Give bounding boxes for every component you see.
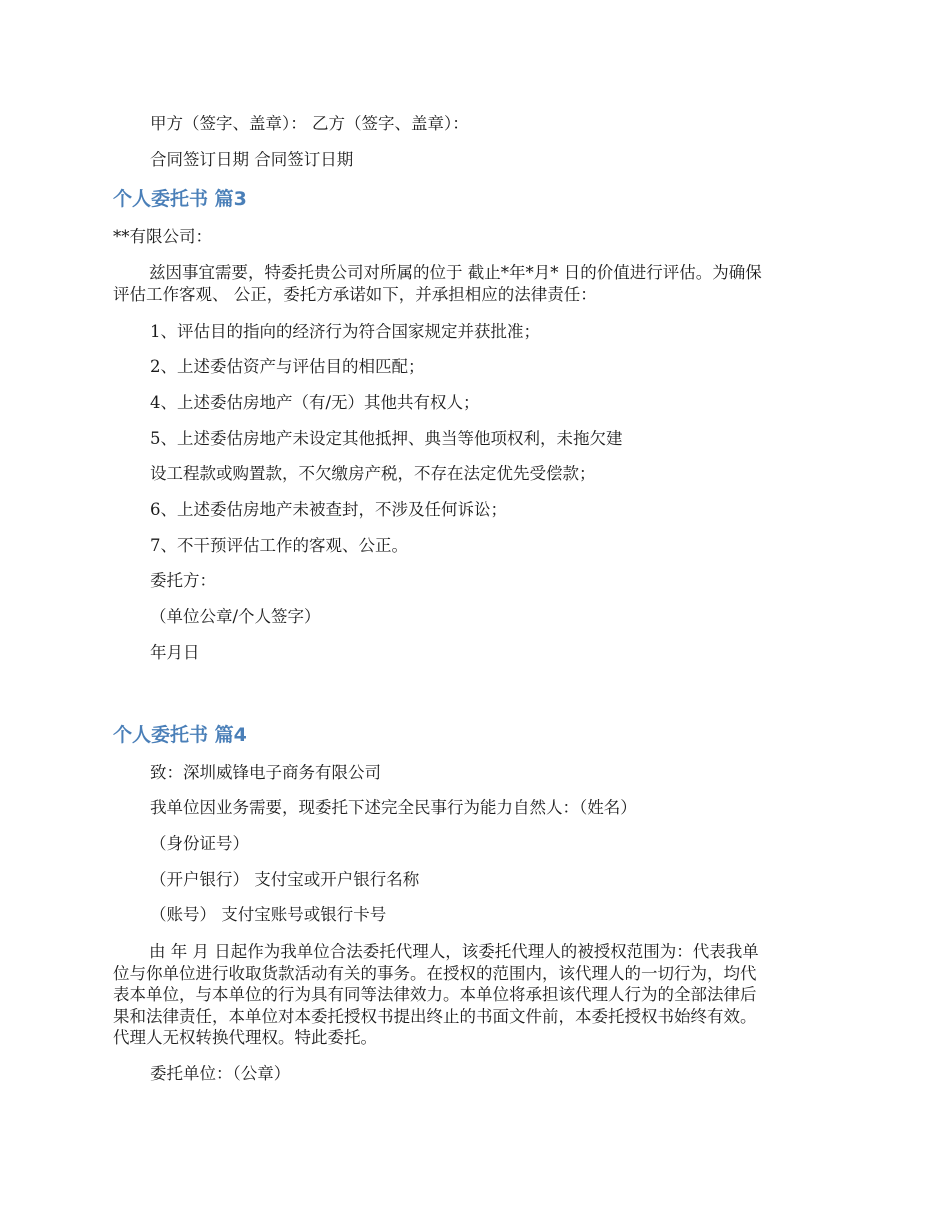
intro-paragraph bbox=[113, 262, 837, 305]
delegation-paragraph: 我单位因业务需要，现委托下述完全民事行为能力自然人：（姓名） bbox=[150, 798, 637, 817]
authorization-paragraph bbox=[113, 941, 837, 1049]
signature-line: 甲方（签字、盖章）： 乙方（签字、盖章）： bbox=[150, 114, 469, 133]
list-item: 2、上述委估资产与评估目的相匹配； bbox=[150, 357, 425, 376]
list-item: 设工程款或购置款，不欠缴房产税，不存在法定优先受偿款； bbox=[150, 464, 596, 483]
to-line: 致：深圳威锋电子商务有限公司 bbox=[150, 763, 381, 782]
list-item: 7、不干预评估工作的客观、公正。 bbox=[150, 536, 408, 555]
list-item: 5、上述委估房地产未设定其他抵押、典当等他项权利，未拖欠建 bbox=[150, 429, 623, 448]
authorization-line: 位与你单位进行收取货款活动有关的事务。在授权的范围内，该代理人的一切行为，均代 bbox=[113, 963, 757, 983]
authorization-line: 表本单位，与本单位的行为具有同等法律效力。本单位将承担该代理人行为的全部法律后 bbox=[113, 985, 757, 1004]
seal-note: （单位公章/个人签字） bbox=[150, 607, 321, 626]
id-number-line: （身份证号） bbox=[150, 834, 249, 853]
list-item: 1、评估目的指向的经济行为符合国家规定并获批准； bbox=[150, 322, 540, 341]
contract-date-line: 合同签订日期 合同签订日期 bbox=[150, 150, 354, 169]
signer-line: 委托单位：（公章） bbox=[150, 1064, 291, 1083]
section-4-heading: 个人委托书 篇4 bbox=[113, 724, 247, 746]
authorization-line: 果和法律责任，本单位对本委托授权书提出终止的书面文件前，本委托授权书始终有效。 bbox=[113, 1006, 757, 1026]
intro-line: 评估工作客观、 公正，委托方承诺如下，并承担相应的法律责任： bbox=[113, 284, 597, 304]
intro-line: 兹因事宜需要，特委托贵公司对所属的位于 截止*年*月* 日的价值进行评估。为确保 bbox=[149, 263, 762, 282]
section-3-heading: 个人委托书 篇3 bbox=[113, 188, 247, 210]
list-item: 4、上述委估房地产（有/无）其他共有权人； bbox=[150, 393, 480, 412]
account-line: （账号） 支付宝账号或银行卡号 bbox=[150, 905, 387, 924]
bank-line: （开户银行） 支付宝或开户银行名称 bbox=[150, 870, 420, 889]
authorization-line: 由 年 月 日起作为我单位合法委托代理人，该委托代理人的被授权范围为：代表我单 bbox=[149, 942, 759, 961]
date-label: 年月日 bbox=[150, 643, 200, 662]
list-item: 6、上述委估房地产未被查封，不涉及任何诉讼； bbox=[150, 500, 507, 519]
authorization-line: 代理人无权转换代理权。特此委托。 bbox=[113, 1028, 377, 1047]
client-label: 委托方： bbox=[150, 571, 216, 590]
addressee: **有限公司： bbox=[113, 227, 212, 246]
